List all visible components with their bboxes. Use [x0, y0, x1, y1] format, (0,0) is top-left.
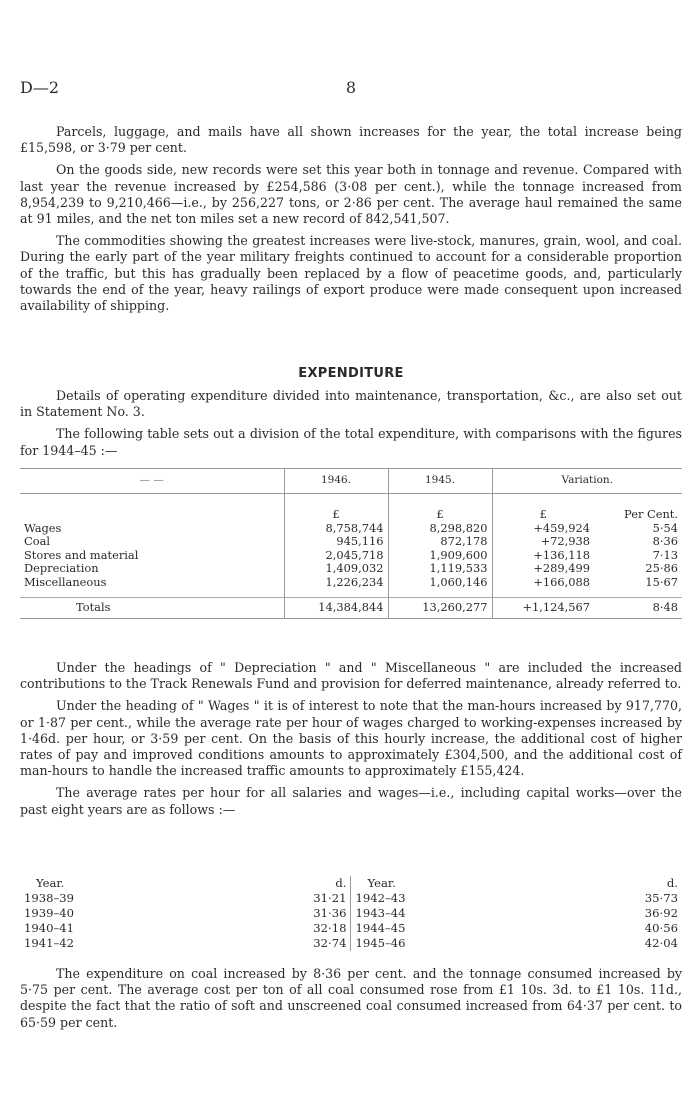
cell-variation: +136,118	[492, 549, 594, 563]
total-1946: 14,384,844	[284, 598, 388, 619]
year-cell: 1938–39	[24, 891, 75, 905]
rate-cell: 32·74	[313, 936, 347, 950]
expenditure-table	[20, 468, 682, 619]
coal-discussion	[20, 966, 682, 1037]
rate-cell: 31·36	[313, 906, 347, 920]
total-1945: 13,260,277	[388, 598, 492, 619]
col-header-variation: Variation.	[492, 469, 682, 494]
cell-variation: +459,924	[492, 522, 594, 536]
table-row	[20, 906, 682, 921]
year-cell: 1939–40	[24, 906, 75, 920]
expenditure-intro	[20, 388, 682, 465]
rates-header-row	[20, 876, 682, 891]
page-number: 8	[345, 78, 357, 97]
cell-1946: 2,045,718	[284, 549, 388, 563]
paragraph: On the goods side, new records were set this year both in tonnage and revenue. Compared with last year the revenue increased by £254,586 (3·08 per cent.), while the tonnage increased from 8,954,239 to 9,210,466—i.e., by 256,227 tons, or 2·86 per cent. The average haul remained the same at 91 miles, and the net ton miles set a new record of 842,541,507.	[20, 162, 682, 227]
rate-cell: 40·56	[644, 921, 678, 935]
cell-variation: +166,088	[492, 576, 594, 598]
table-row	[20, 535, 682, 549]
cell-variation: +72,938	[492, 535, 594, 549]
year-cell: 1942–43	[351, 891, 458, 906]
table-row	[20, 936, 682, 951]
cell-1946: 8,758,744	[284, 522, 388, 536]
paragraph: The commodities showing the greatest increases were live-stock, manures, grain, wool, and coal. During the early part of the year military freights continued to account for a considerable proportion of the traffic, but this has gradually been replaced by a flow of peacetime goods, and, particularly towards the end of the year, heavy railings of export produce were made consequent upon increased availability of shipping.	[20, 233, 682, 314]
row-label: Wages	[24, 520, 62, 535]
rate-cell: 32·18	[313, 921, 347, 935]
unit-label: Per Cent.	[624, 507, 678, 521]
year-header: Year.	[36, 876, 65, 890]
table-row	[20, 921, 682, 936]
paragraph: Under the heading of " Wages " it is of interest to note that the man-hours increased by 917,770, or 1·87 per cent., while the average rate per hour of wages charged to working-expenses increased by 1·46d. per hour, or 3·59 per cent. On the basis of this hourly increase, the additional cost of higher rates of pay and improved conditions amounts to approximately £304,500, and the additional cost of man-hours to handle the increased traffic amounts to approximately £155,424.	[20, 698, 682, 779]
paragraph: Under the headings of " Depreciation " and " Miscellaneous " are included the increased contributions to the Track Renewals Fund and provision for deferred maintenance, already referred to.	[20, 660, 682, 692]
year-cell: 1941–42	[24, 936, 75, 950]
hourly-rates-table	[20, 876, 682, 951]
paragraph: Details of operating expenditure divided into maintenance, transportation, &c., are also set out in Statement No. 3.	[20, 388, 682, 420]
wages-discussion	[20, 660, 682, 824]
unit-label: £	[388, 494, 492, 522]
cell-percent: 7·13	[652, 547, 678, 562]
unit-label: £	[492, 494, 594, 522]
cell-1946: 1,409,032	[284, 562, 388, 576]
cell-variation: +289,499	[492, 562, 594, 576]
unit-label: £	[284, 494, 388, 522]
row-label: Depreciation	[24, 561, 99, 575]
intro-text	[20, 124, 682, 320]
paragraph: The average rates per hour for all salaries and wages—i.e., including capital works—over the past eight years are as follows :—	[20, 785, 682, 817]
table-row	[20, 576, 682, 598]
cell-percent: 5·54	[652, 520, 678, 535]
header-blank: — —	[20, 469, 284, 494]
paragraph: Parcels, luggage, and mails have all shown increases for the year, the total increase being £15,598, or 3·79 per cent.	[20, 124, 682, 156]
table-row	[20, 522, 682, 536]
cell-percent: 8·36	[652, 534, 678, 548]
total-percent: 8·48	[594, 598, 682, 619]
rate-cell: 35·73	[644, 891, 678, 905]
cell-percent: 25·86	[645, 561, 678, 575]
cell-1945: 8,298,820	[388, 522, 492, 536]
table-row	[20, 891, 682, 906]
section-heading: EXPENDITURE	[298, 366, 404, 381]
paragraph: The following table sets out a division of the total expenditure, with comparisons with the figures for 1944–45 :—	[20, 426, 682, 458]
row-label: Coal	[24, 534, 51, 548]
cell-1945: 872,178	[388, 535, 492, 549]
year-header: Year.	[351, 876, 458, 891]
page-header	[20, 78, 682, 98]
paragraph: The expenditure on coal increased by 8·36 per cent. and the tonnage consumed increased by 5·75 per cent. The average cost per ton of all coal consumed rose from £1 10s. 3d. to £1 10s. 11d., despite the fact that the ratio of soft and unscreened coal consumed increased from 64·37 per cent. to 65·59 per cent.	[20, 966, 682, 1030]
rate-cell: 42·04	[644, 936, 678, 950]
total-variation: +1,124,567	[492, 598, 594, 619]
rate-cell: 31·21	[313, 891, 347, 905]
unit-row	[20, 494, 682, 522]
col-header-1945: 1945.	[388, 469, 492, 494]
table-header-row	[20, 469, 682, 494]
row-label: Stores and material	[24, 547, 139, 562]
year-cell: 1940–41	[24, 921, 75, 935]
table-row	[20, 549, 682, 563]
year-cell: 1944–45	[351, 921, 458, 936]
cell-1945: 1,909,600	[388, 549, 492, 563]
cell-1946: 1,226,234	[284, 576, 388, 598]
cell-percent: 15·67	[645, 574, 678, 589]
year-cell: 1943–44	[351, 906, 458, 921]
col-header-1946: 1946.	[284, 469, 388, 494]
document-reference: D—2	[20, 78, 60, 97]
cell-1945: 1,060,146	[388, 576, 492, 598]
row-label: Miscellaneous	[24, 574, 107, 589]
cell-1945: 1,119,533	[388, 562, 492, 576]
cell-1946: 945,116	[284, 535, 388, 549]
table-row	[20, 562, 682, 576]
rate-cell: 36·92	[644, 906, 678, 920]
totals-row	[20, 598, 682, 619]
unit-header: d.	[335, 876, 347, 890]
totals-label: Totals	[76, 600, 111, 615]
year-cell: 1945–46	[351, 936, 458, 951]
unit-header: d.	[666, 876, 678, 890]
